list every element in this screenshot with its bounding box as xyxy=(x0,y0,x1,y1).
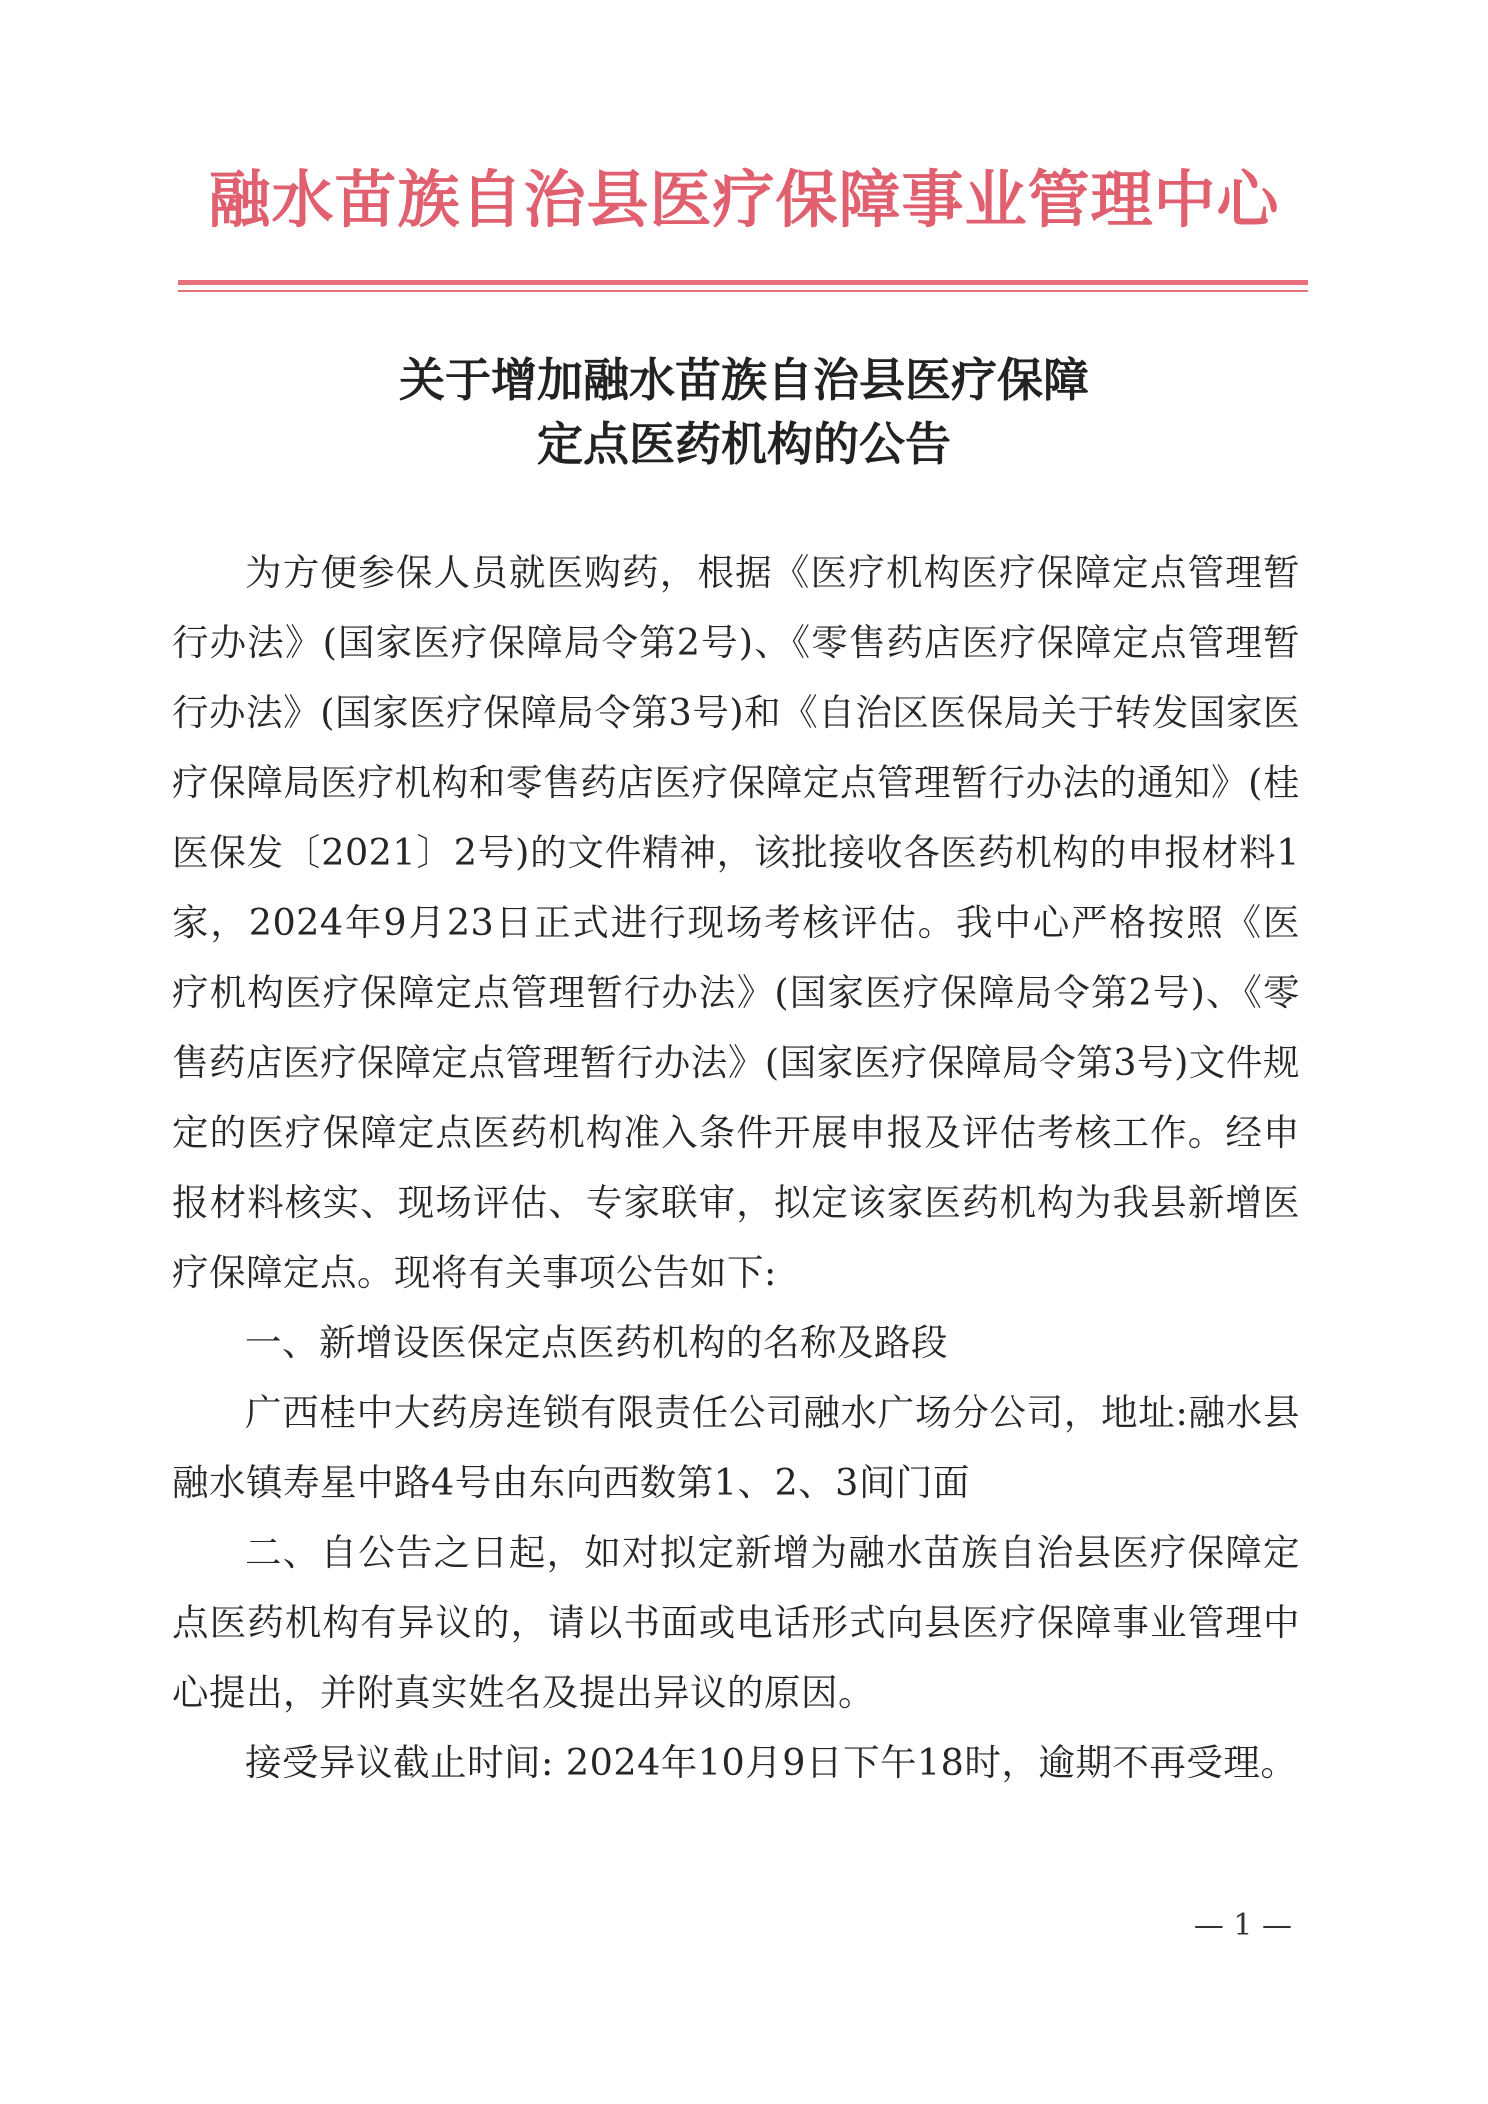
document-title xyxy=(160,348,1328,476)
letterhead-organization: 融水苗族自治县医疗保障事业管理中心 xyxy=(208,163,1280,236)
section-1-content: 广西桂中大药房连锁有限责任公司融水广场分公司，地址:融水县融水镇寿星中路4号由东向西数第1、2、3间门面 xyxy=(172,1391,1300,1504)
objection-deadline: 接受异议截止时间: 2024年10月9日下午18时，逾期不再受理。 xyxy=(245,1741,1298,1784)
letterhead-divider-thick xyxy=(178,280,1308,285)
title-line-1: 关于增加融水苗族自治县医疗保障 xyxy=(399,353,1089,407)
letterhead-divider-thin xyxy=(178,290,1308,292)
title-line-2: 定点医药机构的公告 xyxy=(537,417,951,471)
page-number: — 1 — xyxy=(1193,1908,1292,1943)
document-body xyxy=(172,538,1300,1798)
section-1-heading: 一、新增设医保定点医药机构的名称及路段 xyxy=(245,1321,948,1364)
body-paragraph-intro: 为方便参保人员就医购药，根据《医疗机构医疗保障定点管理暂行办法》(国家医疗保障局令第2号)、《零售药店医疗保障定点管理暂行办法》(国家医疗保障局令第3号)和《自治区医保局关于转发国家医疗保障局医疗机构和零售药店医疗保障定点管理暂行办法的通知》(桂医保发〔2021〕2号)的文件精神，该批接收各医药机构的申报材料1家，2024年9月23日正式进行现场考核评估。我中心严格按照《医疗机构医疗保障定点管理暂行办法》(国家医疗保障局令第2号)、《零售药店医疗保障定点管理暂行办法》(国家医疗保障局令第3号)文件规定的医疗保障定点医药机构准入条件开展申报及评估考核工作。经申报材料核实、现场评估、专家联审，拟定该家医药机构为我县新增医疗保障定点。现将有关事项公告如下: xyxy=(172,551,1300,1294)
section-2-content: 二、自公告之日起，如对拟定新增为融水苗族自治县医疗保障定点医药机构有异议的，请以书面或电话形式向县医疗保障事业管理中心提出，并附真实姓名及提出异议的原因。 xyxy=(172,1531,1300,1714)
